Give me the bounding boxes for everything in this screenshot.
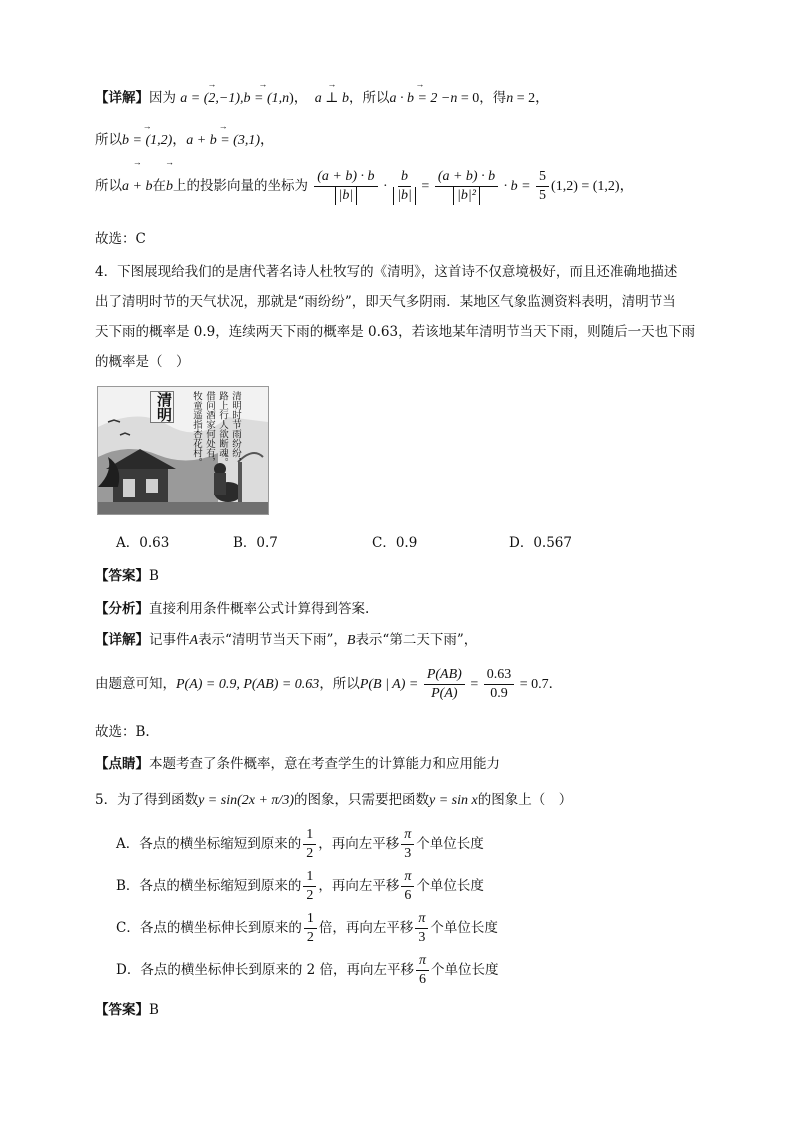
vector-b-eq: → b = (1,: [244, 89, 283, 109]
q4-option-a: A．0.63: [116, 535, 170, 551]
q4-stem-line1: 4．下图展现给我们的是唐代著名诗人杜牧写的《清明》，这首诗不仅意境极好，而且还准确地描述: [95, 264, 678, 280]
painting-illustration: [98, 387, 268, 514]
q5-option-d: D．各点的横坐标伸长到原来的 2 倍，再向左平移 $\frac{\pi}{6}$ 个单位长度: [116, 953, 499, 987]
q4-option-b: B．0.7: [233, 535, 278, 551]
target-function: y = sin(2x + π/3): [198, 793, 294, 808]
q3-projection-line: 所以→ a + b在→ b上的投影向量的坐标为 $\frac{(a + b) \cdot b}{|b|}$ · $\frac{b}{|b|}$ = $\frac{(a + b) \cdot b}{\text{|b|²}}$ · b = $\frac{5}{5}$ (1,2) = (1,2)，: [95, 166, 634, 207]
q5-option-a: A．各点的横坐标缩短到原来的 $\frac{1}{2}$ ，再向左平移 $\frac{\pi}{3}$ 个单位长度: [116, 827, 484, 861]
q5-stem: 5．为了得到函数y = sin(2x + π/3)的图象，只需要把函数y = sin x的图象上（ ）: [95, 792, 573, 808]
projection-fraction-1: $\frac{(a + b) \cdot b}{|b|}$: [314, 168, 377, 205]
dot-product: → a · b = 2 −: [389, 89, 450, 109]
q4-detail-line2: 由题意可知，P(A) = 0.9, P(AB) = 0.63，所以P(B | A) = $\frac{P(AB)}{P(A)}$ = $\frac{0.63}{0.9}$ = 0.7．: [95, 667, 563, 701]
q5-option-b: B．各点的横坐标缩短到原来的 $\frac{1}{2}$ ，再向左平移 $\frac{\pi}{6}$ 个单位长度: [116, 869, 484, 903]
poem-text: 清明时节雨纷纷， 路上行人欲断魂。 借问酒家何处有， 牧童遥指杏花村。: [191, 391, 241, 467]
q3-choice: 故选：C: [95, 231, 146, 247]
q4-comment: 【点睛】本题考查了条件概率，意在考查学生的计算能力和应用能力: [95, 756, 500, 772]
q3-detail-line1: 【详解】因为 → a = (2,−1),→ b = (1,n)， → a ⊥ b，所以→ a · b = 2 −n = 0，得n = 2，: [95, 88, 549, 109]
detail-tag: 【详解】: [95, 90, 149, 106]
perp-relation: → a ⊥ b: [315, 89, 349, 109]
vector-a-eq: → a = (2,−1),: [180, 89, 243, 109]
qingming-poem-image: [97, 386, 269, 515]
q4-option-c: C．0.9: [372, 535, 418, 551]
q4-option-d: D．0.567: [509, 535, 572, 551]
projection-fraction-2: $\frac{(a + b) \cdot b}{\text{|b|²}}$: [435, 168, 498, 205]
q3-detail-line2: 所以→ b = (1,2)，→ a + b = (3,1)，: [95, 130, 274, 151]
source-function: y = sin x: [428, 793, 478, 808]
unit-vector-fraction: $\frac{b}{|b|}$: [393, 168, 416, 205]
q4-choice: 故选：B.: [95, 724, 150, 740]
q4-stem-line2: 出了清明时节的天气状况，那就是“雨纷纷”，即天气多阴雨．某地区气象监测资料表明，清明节当: [95, 294, 676, 310]
q4-analysis: 【分析】直接利用条件概率公式计算得到答案.: [95, 601, 370, 617]
ratio-fraction: $\frac{5}{5}$: [536, 168, 549, 205]
q4-stem-line3: 天下雨的概率是 0.9，连续两天下雨的概率是 0.63，若该地某年清明节当天下雨，则随后一天也下雨: [95, 324, 696, 340]
q4-stem-line4: 的概率是（ ）: [95, 354, 190, 370]
q4-answer: 【答案】B: [95, 568, 159, 584]
q5-answer: 【答案】B: [95, 1002, 159, 1018]
q4-detail-line1: 【详解】记事件A表示“清明节当天下雨”，B表示“第二天下雨”，: [95, 632, 478, 648]
numeric-fraction: $\frac{0.63}{0.9}$: [484, 666, 515, 703]
conditional-prob-fraction: $\frac{P(AB)}{P(A)}$: [424, 666, 465, 703]
poem-title: 清明: [150, 391, 174, 423]
q5-option-c: C．各点的横坐标伸长到原来的 $\frac{1}{2}$ 倍，再向左平移 $\frac{\pi}{3}$ 个单位长度: [116, 911, 498, 945]
